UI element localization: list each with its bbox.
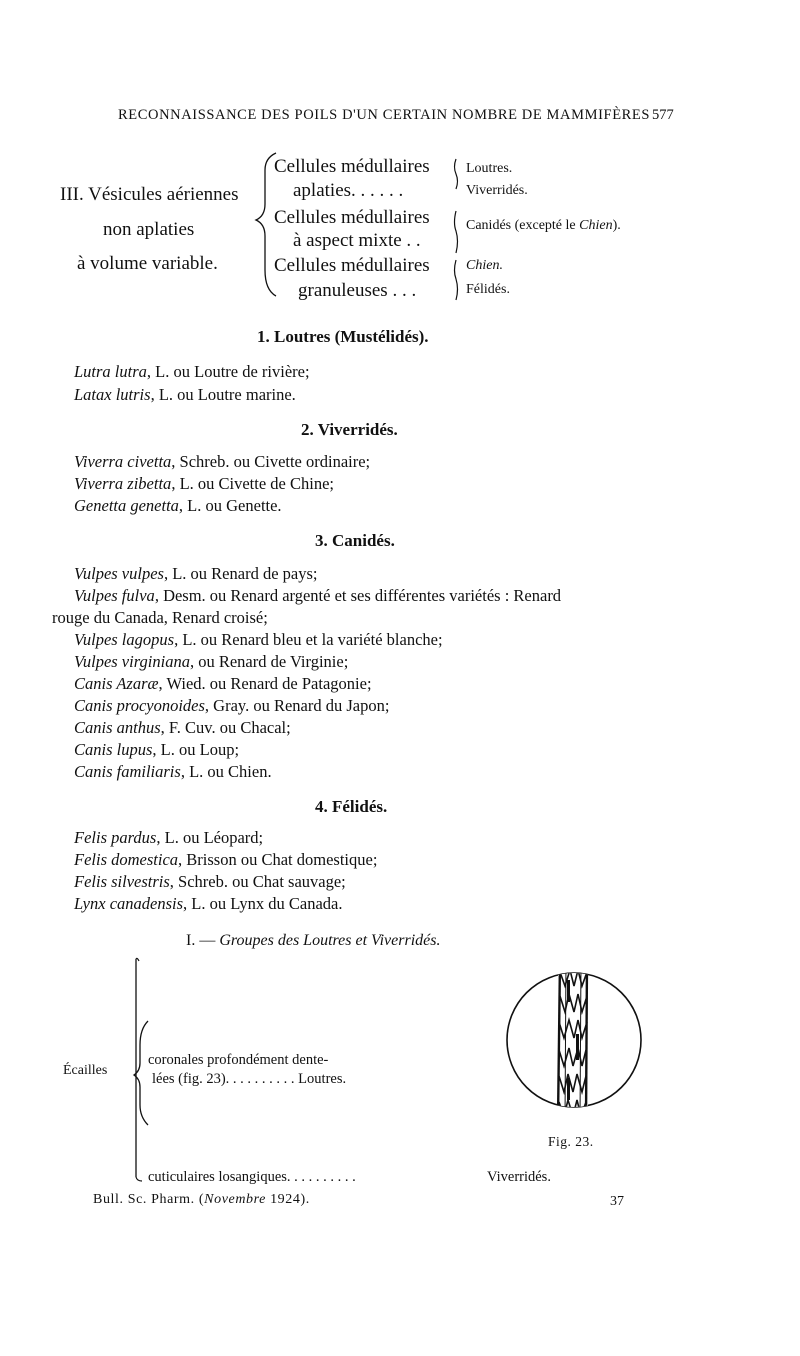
list-item: Lutra lutra, L. ou Loutre de rivière; xyxy=(74,362,310,381)
key-row-3-line-1: Cellules médullaires xyxy=(274,255,430,276)
key-row-1-line-1: Cellules médullaires xyxy=(274,156,430,177)
figure-caption: Fig. 23. xyxy=(548,1134,594,1149)
scales-braces xyxy=(116,955,156,1185)
signature-number: 37 xyxy=(610,1194,624,1209)
list-item: Viverra zibetta, L. ou Civette de Chine; xyxy=(74,474,334,493)
scales-label: Écailles xyxy=(63,1063,108,1078)
key-row-3-line-2: granuleuses . . . xyxy=(298,280,417,301)
key-group-label-3: à volume variable. xyxy=(77,253,218,274)
list-item: Viverra civetta, Schreb. ou Civette ordinaire; xyxy=(74,452,371,471)
group-title: I. — Groupes des Loutres et Viverridés. xyxy=(186,932,441,949)
scales-line-3: cuticulaires losangiques. . . . . . . . . . xyxy=(148,1169,356,1185)
list-item: Felis pardus, L. ou Léopard; xyxy=(74,828,264,847)
scales-line-1: coronales profondément dente- xyxy=(148,1052,329,1068)
list-item: Vulpes vulpes, L. ou Renard de pays; xyxy=(74,564,318,583)
page-number: 577 xyxy=(652,107,674,123)
list-item: Canis procyonoides, Gray. ou Renard du Japon; xyxy=(74,696,390,715)
key-row-1-line-2: aplaties. . . . . . xyxy=(293,180,404,201)
list-item: Canis Azaræ, Wied. ou Renard de Patagonie; xyxy=(74,674,372,693)
figure-23-illustration xyxy=(503,960,645,1120)
list-item: Lynx canadensis, L. ou Lynx du Canada. xyxy=(74,894,343,913)
key-group-label-2: non aplaties xyxy=(103,219,195,240)
scales-line-2: lées (fig. 23). . . . . . . . . . Loutres. xyxy=(152,1071,347,1087)
running-title: RECONNAISSANCE DES POILS D'UN CERTAIN NOMBRE DE MAMMIFÈRES xyxy=(118,107,651,123)
right-braces xyxy=(448,155,464,305)
list-item: Latax lutris, L. ou Loutre marine. xyxy=(74,385,296,404)
list-item: Vulpes virginiana, ou Renard de Virginie; xyxy=(74,652,349,671)
key-result-loutres: Loutres. xyxy=(466,161,513,176)
list-item: Canis lupus, L. ou Loup; xyxy=(74,740,240,759)
key-result-felides: Félidés. xyxy=(466,282,510,297)
list-item: Canis anthus, F. Cuv. ou Chacal; xyxy=(74,718,291,737)
section-heading-felides: 4. Félidés. xyxy=(315,797,388,816)
list-item: Canis familiaris, L. ou Chien. xyxy=(74,762,272,781)
key-row-2-line-2: à aspect mixte . . xyxy=(293,230,421,251)
list-item: Genetta genetta, L. ou Genette. xyxy=(74,496,282,515)
section-heading-canides: 3. Canidés. xyxy=(315,531,395,550)
footer-citation: Bull. Sc. Pharm. (Novembre 1924). xyxy=(93,1192,310,1207)
list-item: Felis silvestris, Schreb. ou Chat sauvage; xyxy=(74,872,346,891)
scales-line-3-result: Viverridés. xyxy=(487,1169,551,1185)
list-item: Vulpes fulva, Desm. ou Renard argenté et ses différentes variétés : Renard xyxy=(74,586,562,605)
key-group-label-1: III. Vésicules aériennes xyxy=(60,184,239,205)
key-result-canides: Canidés (excepté le Chien). xyxy=(466,218,621,233)
section-heading-viverrides: 2. Viverridés. xyxy=(301,420,398,439)
list-item: Vulpes lagopus, L. ou Renard bleu et la variété blanche; xyxy=(74,630,443,649)
list-item: rouge du Canada, Renard croisé; xyxy=(52,608,268,627)
section-heading-loutres: 1. Loutres (Mustélidés). xyxy=(257,327,429,346)
key-result-viverrides: Viverridés. xyxy=(466,183,528,198)
key-result-chien: Chien. xyxy=(466,258,503,273)
key-row-2-line-1: Cellules médullaires xyxy=(274,207,430,228)
list-item: Felis domestica, Brisson ou Chat domestique; xyxy=(74,850,378,869)
